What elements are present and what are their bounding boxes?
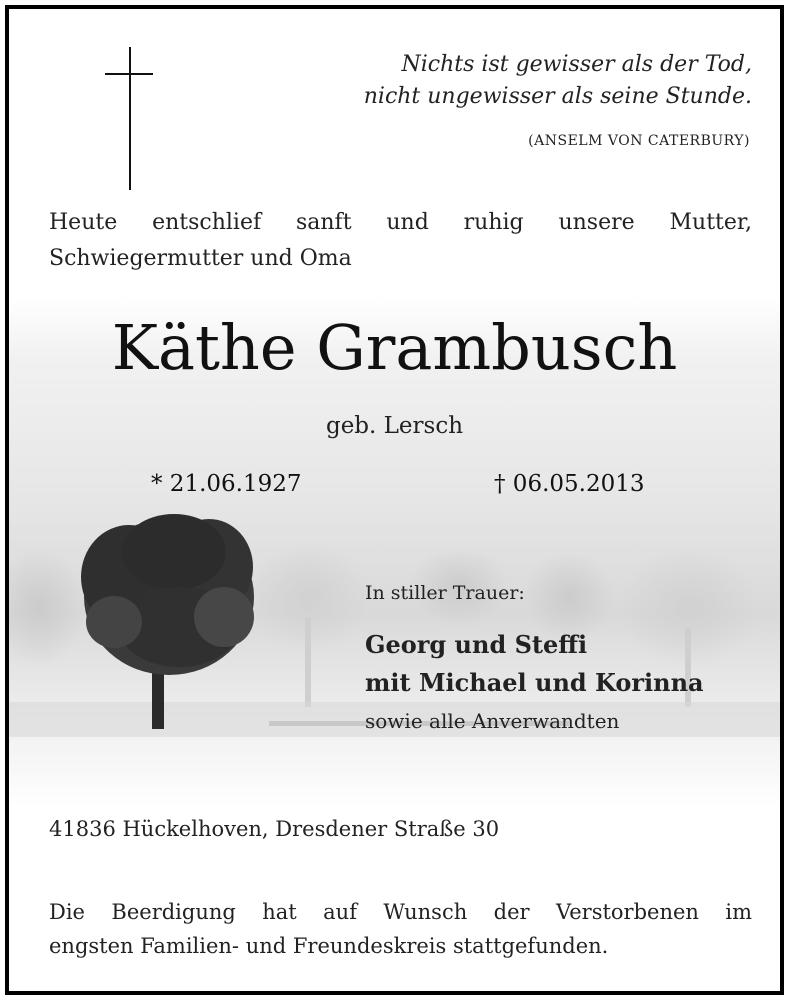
mourning-label: In stiller Trauer: — [365, 582, 525, 604]
obituary-notice — [5, 5, 784, 995]
family-line-2: mit Michael und Korinna — [365, 668, 704, 697]
quote — [364, 49, 752, 113]
birth-date: * 21.06.1927 — [151, 471, 302, 497]
quote-line-2: nicht ungewisser als seine Stunde. — [363, 84, 752, 109]
intro-line-1: Heute entschlief sanft und ruhig unsere Mutter, — [49, 210, 752, 235]
deceased-name: Käthe Grambusch — [111, 311, 678, 384]
intro-line-2: Schwiegermutter und Oma — [49, 246, 352, 271]
funeral-notice — [49, 895, 752, 963]
family-line-1: Georg und Steffi — [365, 630, 588, 659]
relatives-line: sowie alle Anverwandten — [365, 709, 620, 733]
quote-line-1: Nichts ist gewisser als der Tod, — [401, 52, 752, 77]
maiden-name: geb. Lersch — [325, 413, 464, 439]
family-names — [365, 626, 704, 702]
funeral-line-2: engsten Familien- und Freundeskreis stattgefunden. — [49, 934, 609, 958]
funeral-line-1: Die Beerdigung hat auf Wunsch der Verstorbenen im — [49, 900, 752, 924]
quote-source: (ANSELM VON CATERBURY) — [528, 133, 750, 149]
death-date: † 06.05.2013 — [494, 471, 645, 497]
intro-text — [49, 205, 752, 277]
address: 41836 Hückelhoven, Dresdener Straße 30 — [49, 817, 500, 841]
